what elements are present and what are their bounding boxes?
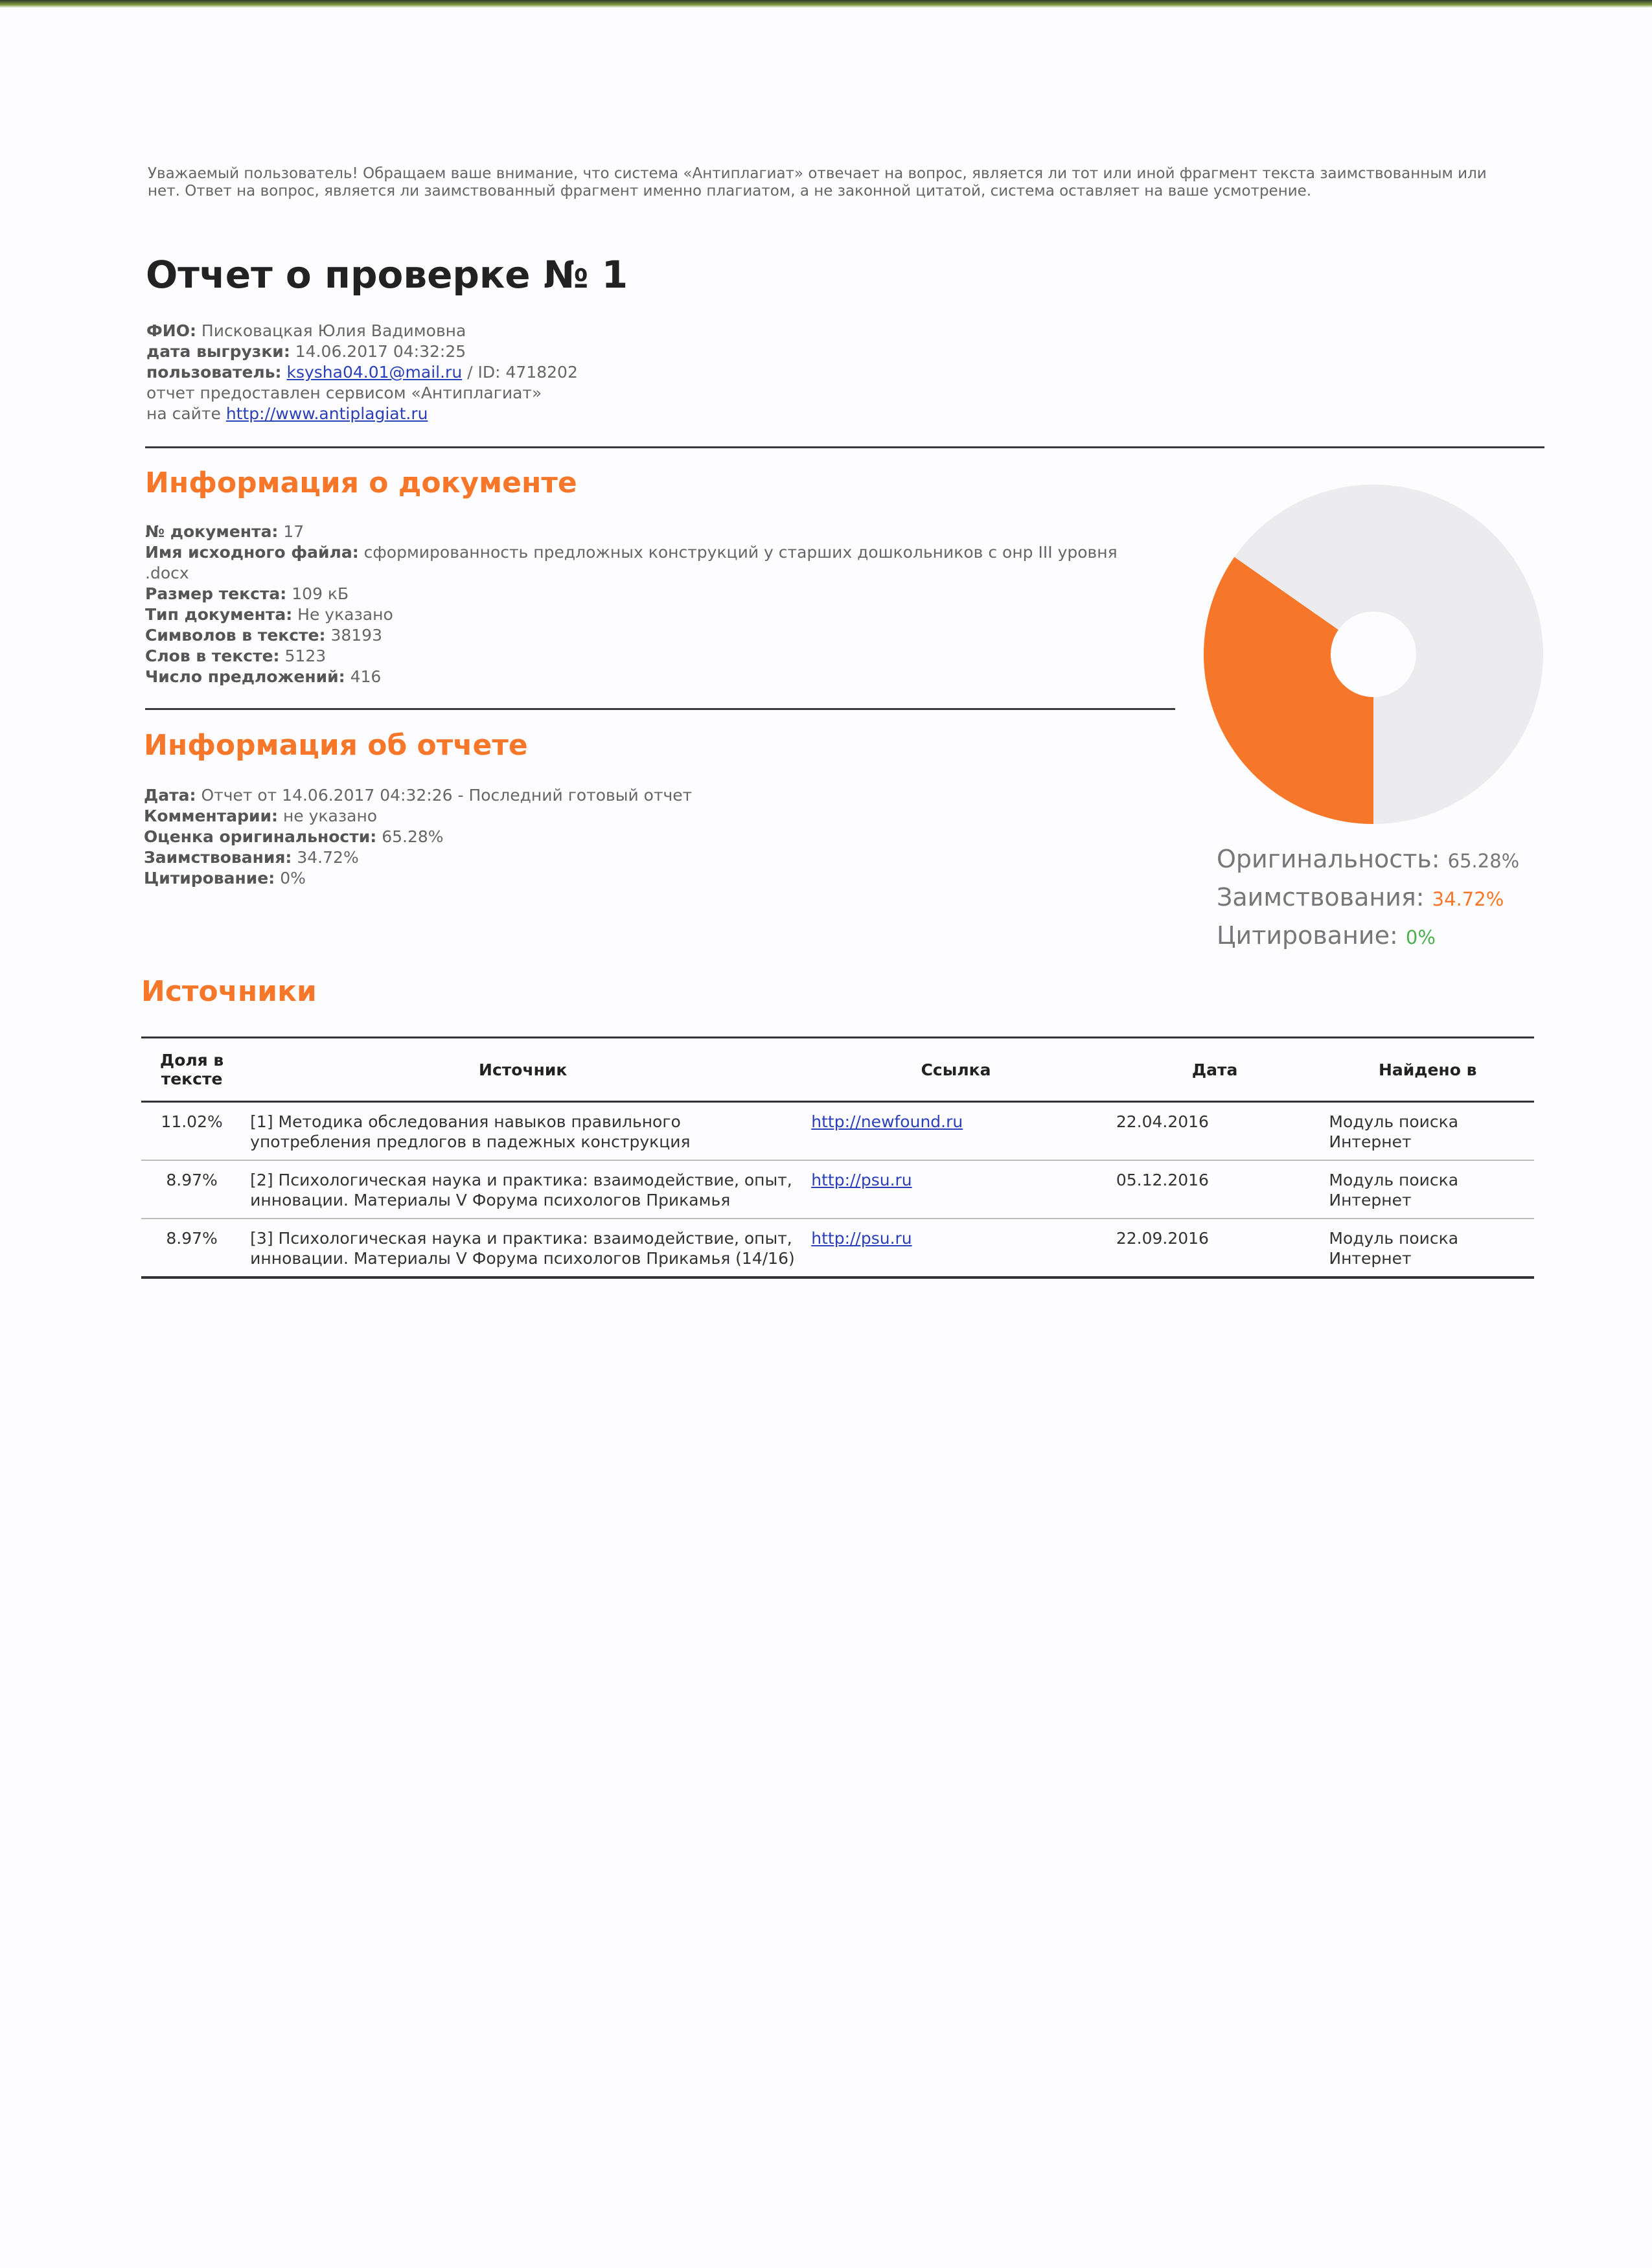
doc-type-value: Не указано	[297, 605, 393, 624]
col-date: Дата	[1108, 1038, 1322, 1102]
divider-middle	[145, 708, 1175, 710]
chars-value: 38193	[330, 626, 382, 645]
borrowing-label: Заимствования:	[144, 848, 292, 867]
words-value: 5123	[284, 647, 327, 665]
row-date: 05.12.2016	[1108, 1160, 1322, 1219]
fio-value: Писковацкая Юлия Вадимовна	[201, 321, 466, 340]
row-link[interactable]: http://psu.ru	[811, 1171, 912, 1189]
citation-value: 0%	[280, 869, 306, 888]
disclaimer-notice: Уважаемый пользователь! Обращаем ваше внимание, что система «Антиплагиат» отвечает на вопрос, является ли тот или иной фрагмент текста заимствованным или нет. Ответ на вопрос, является ли заимствованный фрагмент именно плагиатом, а не законной цитатой, система оставляет на ваше усмотрение.	[148, 165, 1487, 200]
chars-label: Символов в тексте:	[145, 626, 326, 645]
file-label: Имя исходного файла:	[145, 543, 359, 562]
report-title: Отчет о проверке № 1	[146, 253, 628, 297]
words-label: Слов в тексте:	[145, 647, 280, 665]
row-date: 22.04.2016	[1108, 1102, 1322, 1161]
row-source: [3] Психологическая наука и практика: взаимодействие, опыт, инновации. Материалы V Форума психологов Прикамья (14/16)	[242, 1219, 803, 1277]
row-link[interactable]: http://newfound.ru	[811, 1112, 963, 1131]
chart-legend	[1217, 841, 1519, 956]
site-link[interactable]: http://www.antiplagiat.ru	[225, 404, 428, 423]
doc-num-label: № документа:	[145, 522, 279, 541]
report-info-heading: Информация об отчете	[144, 729, 528, 762]
row-date: 22.09.2016	[1108, 1219, 1322, 1277]
table-row	[141, 1219, 1534, 1277]
doc-info-heading: Информация о документе	[145, 466, 577, 499]
file-ext: .docx	[145, 564, 189, 582]
doc-num-value: 17	[283, 522, 304, 541]
report-meta	[146, 321, 578, 424]
fio-label: ФИО:	[146, 321, 196, 340]
user-id: / ID: 4718202	[467, 363, 578, 382]
row-link[interactable]: http://psu.ru	[811, 1229, 912, 1248]
export-date-value: 14.06.2017 04:32:25	[295, 342, 466, 361]
col-found-in: Найдено в	[1321, 1038, 1534, 1102]
legend-borrowing-value: 34.72%	[1432, 888, 1504, 910]
report-date-value: Отчет от 14.06.2017 04:32:26 - Последний готовый отчет	[201, 786, 693, 805]
sentences-label: Число предложений:	[145, 667, 345, 686]
row-share: 11.02%	[141, 1102, 242, 1161]
originality-value: 65.28%	[382, 827, 444, 846]
col-link: Ссылка	[803, 1038, 1108, 1102]
col-share: Доля в тексте	[141, 1038, 242, 1102]
legend-citation-value: 0%	[1405, 926, 1436, 948]
originality-label: Оценка оригинальности:	[144, 827, 377, 846]
doc-type-label: Тип документа:	[145, 605, 293, 624]
service-line: отчет предоставлен сервисом «Антиплагиат»	[146, 384, 542, 402]
report-date-label: Дата:	[144, 786, 196, 805]
divider-top	[145, 446, 1544, 448]
legend-borrowing-label: Заимствования:	[1217, 883, 1425, 911]
size-label: Размер текста:	[145, 584, 287, 603]
row-share: 8.97%	[141, 1219, 242, 1277]
col-source: Источник	[242, 1038, 803, 1102]
citation-label: Цитирование:	[144, 869, 275, 888]
legend-originality-label: Оригинальность:	[1217, 845, 1440, 873]
originality-donut-chart	[1202, 483, 1545, 826]
row-found-in: Модуль поиска Интернет	[1321, 1102, 1534, 1161]
row-source: [2] Психологическая наука и практика: взаимодействие, опыт, инновации. Материалы V Форума психологов Прикамья	[242, 1160, 803, 1219]
legend-borrowing	[1217, 879, 1519, 917]
export-date-label: дата выгрузки:	[146, 342, 290, 361]
table-row	[141, 1160, 1534, 1219]
borrowing-value: 34.72%	[297, 848, 359, 867]
file-value: сформированность предложных конструкций у старших дошкольников с онр III уровня	[363, 543, 1118, 562]
legend-citation-label: Цитирование:	[1217, 921, 1398, 950]
table-row	[141, 1102, 1534, 1161]
sentences-value: 416	[350, 667, 382, 686]
sources-heading: Источники	[141, 975, 317, 1008]
site-prefix: на сайте	[146, 404, 221, 423]
sources-table	[141, 1037, 1534, 1279]
row-found-in: Модуль поиска Интернет	[1321, 1219, 1534, 1277]
row-share: 8.97%	[141, 1160, 242, 1219]
doc-info-block	[145, 521, 1169, 687]
legend-citation	[1217, 917, 1519, 956]
scan-top-edge	[0, 0, 1652, 8]
legend-originality	[1217, 841, 1519, 879]
row-found-in: Модуль поиска Интернет	[1321, 1160, 1534, 1219]
user-label: пользователь:	[146, 363, 282, 382]
comments-value: не указано	[282, 807, 378, 825]
user-email-link[interactable]: ksysha04.01@mail.ru	[286, 363, 463, 382]
sources-header-row	[141, 1038, 1534, 1102]
legend-originality-value: 65.28%	[1447, 850, 1520, 872]
report-info-block	[144, 785, 1167, 889]
size-value: 109 кБ	[292, 584, 349, 603]
comments-label: Комментарии:	[144, 807, 278, 825]
donut-hole	[1331, 612, 1416, 697]
row-source: [1] Методика обследования навыков правильного употребления предлогов в падежных конструкция	[242, 1102, 803, 1161]
